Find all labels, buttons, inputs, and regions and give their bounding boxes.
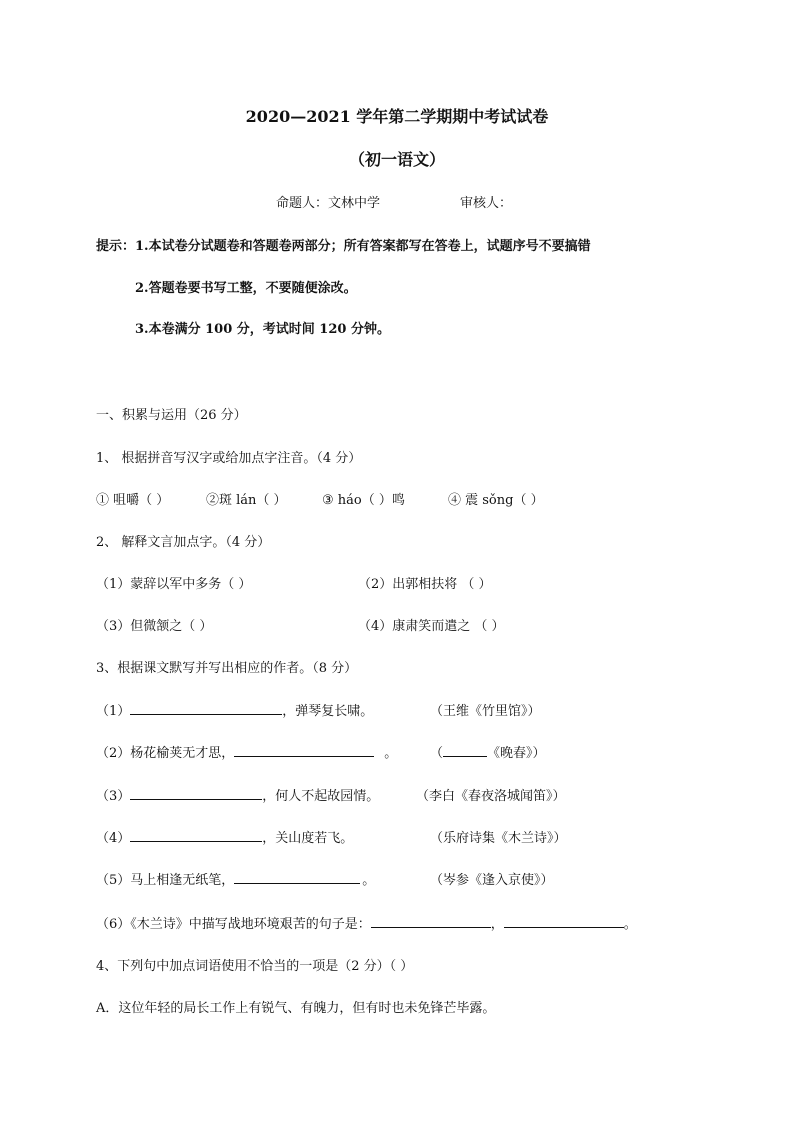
q3-line-3-prefix: （3） [96,789,131,804]
q1-item-3: ③ háo（ ）鸣 [322,493,405,508]
q3-line-2-source [430,742,546,761]
q2-item-1: （1）蒙辞以军中多务（ ） [96,577,252,592]
answer-blank[interactable] [504,914,624,928]
answer-blank[interactable] [371,914,491,928]
q3-line-2 [96,742,397,761]
answer-blank[interactable] [234,870,360,884]
q3-line-2-prefix: （2）杨花榆荚无才思， [96,746,235,761]
note-2: 2.答题卷要书写工整，不要随便涂改。 [135,281,357,296]
answer-blank[interactable] [130,828,262,842]
q3-line-1-text: ，弹琴复长啸。 [282,704,374,719]
answer-blank[interactable] [130,786,262,800]
answer-blank[interactable] [130,701,282,715]
q3-line-1 [96,700,373,719]
q3-line-2-paren: （ [430,746,444,761]
q1-item-4: ④ 震 sǒng（ ） [448,493,544,508]
q4-option-a: A．这位年轻的局长工作上有锐气、有魄力，但有时也未免锋芒毕露。 [96,1001,496,1016]
q2-item-4: （4）康肃笑而遣之 （ ） [358,619,505,634]
q4-stem: 4、下列句中加点词语使用不恰当的一项是（2 分）（ ） [96,959,414,974]
note-3: 3.本卷满分 100 分，考试时间 120 分钟。 [135,322,390,337]
page-title: 2020—2021 学年第二学期期中考试试卷 [245,107,549,126]
q3-line-5-text: 。 [362,873,376,888]
q3-line-4-prefix: （4） [96,831,131,846]
reviewer-label: 审核人： [460,196,513,211]
q2-item-3: （3）但微颔之（ ） [96,619,213,634]
q3-line-5 [96,869,375,888]
q2-stem: 2、 解释文言加点字。（4 分） [96,535,271,550]
q2-item-2: （2）出郭相扶将 （ ） [358,577,492,592]
section-heading: 一、积累与运用（26 分） [96,408,247,423]
q3-line-4 [96,827,353,846]
q3-line-3-text: ，何人不起故园情。 [262,789,380,804]
q1-item-2: ②斑 lán（ ） [206,493,287,508]
q3-line-2-title: 《晚春》） [487,746,546,761]
author-label: 命题人：文林中学 [276,196,381,211]
q3-line-6 [96,913,637,932]
q3-line-4-text: ，关山度若飞。 [262,831,354,846]
q3-line-6-comma: ， [490,917,504,932]
q3-line-1-source: （王维《竹里馆》） [430,704,541,719]
author-blank[interactable] [443,743,487,757]
q3-line-5-source: （岑参《逢入京使》） [430,873,554,888]
q3-line-6-prefix: （6）《木兰诗》中描写战地环境艰苦的句子是： [96,917,371,932]
q3-line-4-source: （乐府诗集《木兰诗》） [430,831,567,846]
q3-line-2-text: 。 [384,746,398,761]
page-subtitle: （初一语文） [348,150,445,169]
q3-line-3 [96,785,379,804]
q1-item-1: ① 咀嚼（ ） [96,493,170,508]
answer-blank[interactable] [234,743,374,757]
q1-stem: 1、 根据拼音写汉字或给加点字注音。（4 分） [96,451,362,466]
q3-stem: 3、根据课文默写并写出相应的作者。（8 分） [96,661,358,676]
q3-line-5-prefix: （5）马上相逢无纸笔， [96,873,235,888]
note-1: 提示：1.本试卷分试题卷和答题卷两部分；所有答案都写在答卷上，试题序号不要搞错 [96,239,591,254]
q3-line-3-source: （李白《春夜洛城闻笛》） [416,789,566,804]
q3-line-6-end: 。 [623,917,637,932]
q3-line-1-prefix: （1） [96,704,131,719]
